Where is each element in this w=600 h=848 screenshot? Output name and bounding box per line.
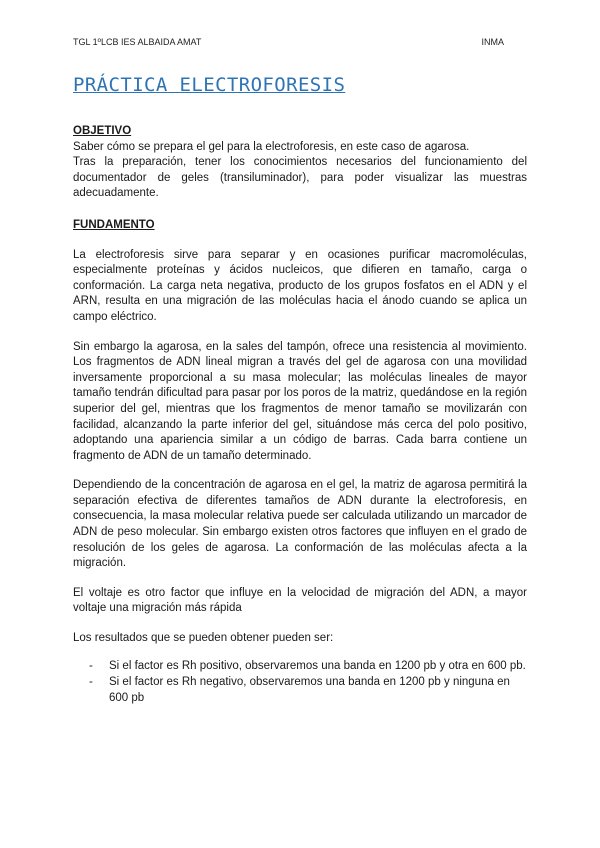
fundamento-paragraph: La electroforesis sirve para separar y en ocasiones purificar macromoléculas, especialmente proteínas y ácidos nucleicos, que difieren en tamaño, carga o conformación. La carga neta negativa, producto de los grupos fosfatos en el ADN y el ARN, resulta en una migración de las moléculas hacia el ánodo cuando se aplica un campo eléctrico. xyxy=(73,248,527,323)
objetivo-paragraph-1: Saber cómo se prepara el gel para la electroforesis, en este caso de agarosa. xyxy=(73,140,470,153)
document-body xyxy=(73,124,527,718)
bullet-dash: - xyxy=(89,676,93,689)
header-right: INMA xyxy=(481,37,504,47)
results-list xyxy=(73,659,527,707)
objetivo-paragraph-2: Tras la preparación, tener los conocimientos necesarios del funcionamiento del documentador de geles (transiluminador), para poder visualizar las muestras adecuadamente. xyxy=(73,156,527,200)
page-title: PRÁCTICA ELECTROFORESIS xyxy=(73,74,346,96)
fundamento-heading: FUNDAMENTO xyxy=(73,218,155,231)
list-item xyxy=(73,659,527,675)
fundamento-paragraph: Dependiendo de la concentración de agarosa en el gel, la matriz de agarosa permitirá la separación efectiva de diferentes tamaños de ADN durante la electroforesis, en consecuencia, la masa molecular relativa puede ser calculada utilizando un marcador de ADN de peso molecular. Sin embargo existen otros factores que influyen en el grado de resolución de los geles de agarosa. La conformación de las moléculas afecta a la migración. xyxy=(73,479,527,570)
list-item-text: Si el factor es Rh negativo, observaremos una banda en 1200 pb y ninguna en 600 pb xyxy=(109,676,510,704)
objetivo-heading: OBJETIVO xyxy=(73,125,132,137)
fundamento-paragraph: Los resultados que se pueden obtener pueden ser: xyxy=(73,632,334,645)
fundamento-paragraph: Sin embargo la agarosa, en la sales del tampón, ofrece una resistencia al movimiento. Los fragmentos de ADN lineal migran a través del gel de agarosa con una movilidad inversamente proporcional a su masa molecular; las moléculas lineales de mayor tamaño tendrán dificultad para pasar por los poros de la matriz, quedándose en la región superior del gel, mientras que los fragmentos de menor tamaño se movilizarán con facilidad, alcanzando la parte inferior del gel, situándose más cerca del polo positivo, adoptando una apariencia similar a un código de barras. Cada barra contiene un fragmento de ADN de un tamaño determinado. xyxy=(73,340,527,462)
header-left: TGL 1ºLCB IES ALBAIDA AMAT xyxy=(73,37,202,47)
list-item xyxy=(73,675,527,706)
bullet-dash: - xyxy=(89,659,93,672)
fundamento-paragraph: El voltaje es otro factor que influye en la velocidad de migración del ADN, a mayor voltaje una migración más rápida xyxy=(73,586,527,615)
list-item-text: Si el factor es Rh positivo, observaremos una banda en 1200 pb y otra en 600 pb. xyxy=(109,659,526,672)
